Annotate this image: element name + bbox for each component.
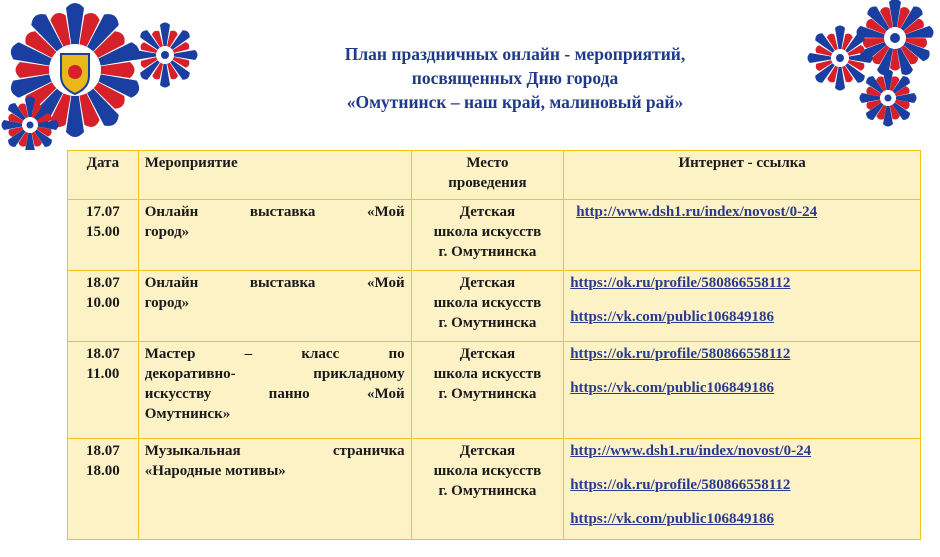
place-line: Детская xyxy=(459,204,516,220)
cell-date xyxy=(68,342,139,439)
cell-event xyxy=(138,271,411,342)
events-table xyxy=(67,150,921,540)
event-line: город» xyxy=(144,295,190,311)
table-row xyxy=(68,200,921,271)
event-line: декоративно- прикладному xyxy=(144,366,405,382)
page-title xyxy=(235,42,795,114)
cell-place xyxy=(411,439,564,540)
link-dsh1[interactable]: http://www.dsh1.ru/index/novost/0-24 xyxy=(570,443,812,459)
time-text: 10.00 xyxy=(85,295,120,311)
event-line: искусству панно «Мой xyxy=(144,386,405,402)
header-date: Дата xyxy=(68,151,139,200)
header-event: Мероприятие xyxy=(138,151,411,200)
time-text: 15.00 xyxy=(85,224,120,240)
link-vk[interactable]: https://vk.com/public106849186 xyxy=(570,511,774,527)
link-vk[interactable]: https://vk.com/public106849186 xyxy=(570,309,774,325)
cell-date xyxy=(68,271,139,342)
event-line: город» xyxy=(144,224,190,240)
event-line: «Народные мотивы» xyxy=(144,463,286,479)
table-header-row xyxy=(68,151,921,200)
cell-event xyxy=(138,439,411,540)
flower-decoration-right-icon xyxy=(800,0,940,130)
place-line: г. Омутнинска xyxy=(438,386,537,402)
cell-place xyxy=(411,200,564,271)
title-line-2: посвященных Дню города xyxy=(411,68,619,88)
table-row xyxy=(68,439,921,540)
link-ok[interactable]: https://ok.ru/profile/580866558112 xyxy=(570,346,791,362)
title-line-1: План праздничных онлайн - мероприятий, xyxy=(344,44,686,64)
cell-place xyxy=(411,271,564,342)
header-place-line-1: Место xyxy=(466,155,509,171)
cell-links xyxy=(564,342,921,439)
place-line: г. Омутнинска xyxy=(438,315,537,331)
place-line: школа искусств xyxy=(433,224,542,240)
date-text: 17.07 xyxy=(85,204,120,220)
place-line: Детская xyxy=(459,346,516,362)
cell-event xyxy=(138,200,411,271)
cell-date xyxy=(68,200,139,271)
cell-links xyxy=(564,439,921,540)
table-row xyxy=(68,342,921,439)
place-line: школа искусств xyxy=(433,295,542,311)
event-line: Онлайн выставка «Мой xyxy=(144,204,405,220)
cell-place xyxy=(411,342,564,439)
time-text: 18.00 xyxy=(85,463,120,479)
cell-links xyxy=(564,271,921,342)
date-text: 18.07 xyxy=(85,275,120,291)
place-line: школа искусств xyxy=(433,366,542,382)
place-line: г. Омутнинска xyxy=(438,244,537,260)
flower-decoration-left-icon xyxy=(0,0,200,150)
link-ok[interactable]: https://ok.ru/profile/580866558112 xyxy=(570,275,791,291)
place-line: школа искусств xyxy=(433,463,542,479)
cell-event xyxy=(138,342,411,439)
cell-date xyxy=(68,439,139,540)
event-line: Мастер – класс по xyxy=(144,346,405,362)
date-text: 18.07 xyxy=(85,443,120,459)
event-line: Онлайн выставка «Мой xyxy=(144,275,405,291)
link-dsh1[interactable]: http://www.dsh1.ru/index/novost/0-24 xyxy=(576,204,818,220)
table-row xyxy=(68,271,921,342)
title-line-3: «Омутнинск – наш край, малиновый рай» xyxy=(346,92,684,112)
event-line: Омутнинск» xyxy=(144,406,231,422)
place-line: г. Омутнинска xyxy=(438,483,537,499)
cell-links xyxy=(564,200,921,271)
time-text: 11.00 xyxy=(86,366,120,382)
header-place-line-2: проведения xyxy=(448,175,527,191)
header-place xyxy=(411,151,564,200)
place-line: Детская xyxy=(459,275,516,291)
place-line: Детская xyxy=(459,443,516,459)
link-ok[interactable]: https://ok.ru/profile/580866558112 xyxy=(570,477,791,493)
event-line: Музыкальная страничка xyxy=(144,443,405,459)
link-vk[interactable]: https://vk.com/public106849186 xyxy=(570,380,774,396)
date-text: 18.07 xyxy=(85,346,120,362)
header-link: Интернет - ссылка xyxy=(564,151,921,200)
